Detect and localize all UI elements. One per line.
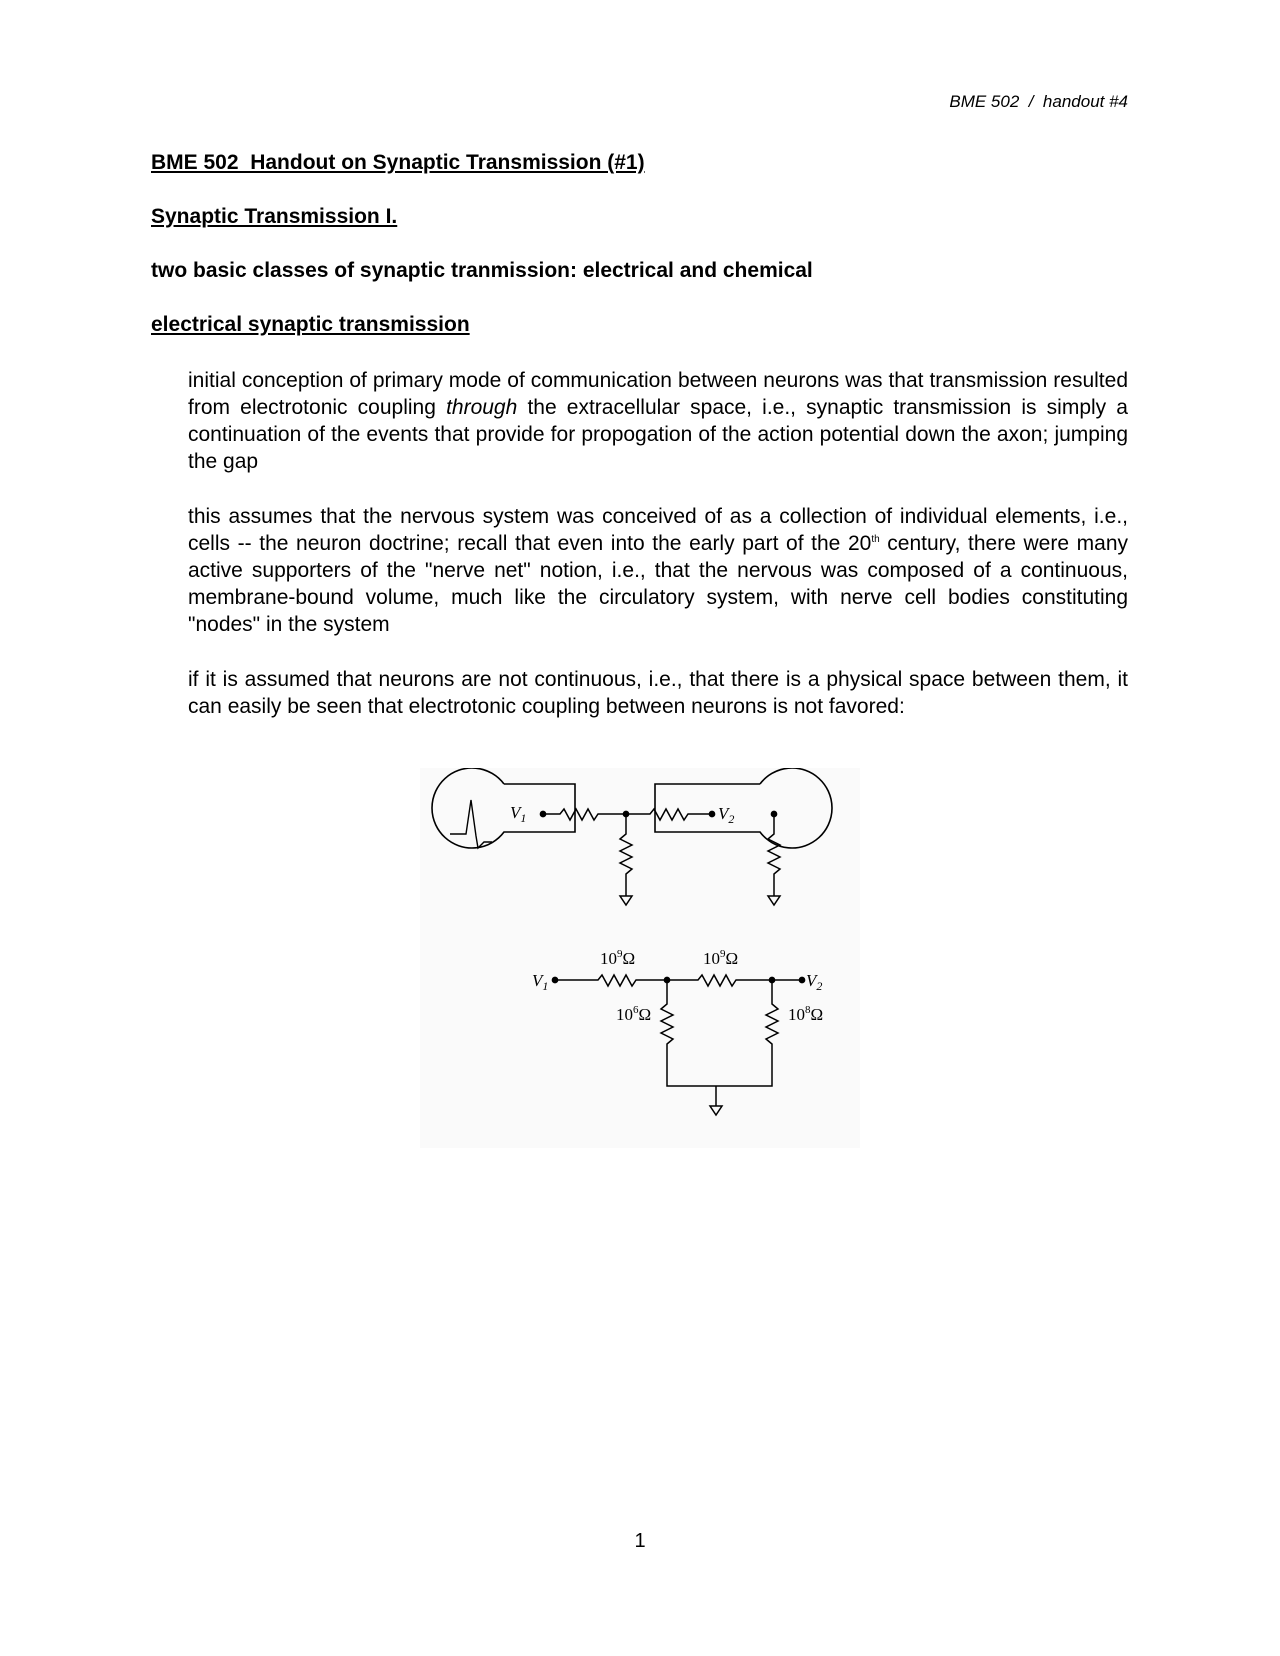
figure-background	[420, 768, 860, 1148]
section-heading: Synaptic Transmission I.	[151, 205, 398, 228]
document-title: BME 502 Handout on Synaptic Transmission (#1)	[151, 151, 645, 174]
top-v1-label: $V_1$	[510, 803, 527, 825]
classes-heading: two basic classes of synaptic tranmission: electrical and chemical	[151, 259, 813, 282]
paragraph-initial-conception	[188, 367, 1128, 475]
shunt-resistor-2-label: $10^8\Omega$	[788, 1004, 824, 1024]
paragraph-emphasis: through	[446, 396, 518, 419]
paragraph-text: the extracellular space, i.e., synaptic transmission is simply a continuation of the events that provide for propogation of the action potential down the axon; jumping the gap	[188, 396, 1128, 473]
shunt-resistor-1-label: $10^6\Omega$	[616, 1004, 652, 1024]
course-header-label: BME 502 / handout #4	[949, 92, 1128, 111]
bottom-v2-label: $V_2$	[806, 971, 823, 993]
paragraph-text: this assumes that the nervous system was conceived of as a collection of individual elements, i.e., cells -- the neuron doctrine; recall that even into the early part of the 20	[188, 505, 1128, 555]
series-resistor-2-label: $10^9\Omega$	[703, 948, 739, 968]
paragraph-electrotonic-coupling: if it is assumed that neurons are not continuous, i.e., that there is a physical space between them, it can easily be seen that electrotonic coupling between neurons is not favored:	[188, 668, 1128, 718]
series-resistor-1-label: $10^9\Omega$	[600, 948, 636, 968]
superscript-th: th	[871, 534, 880, 545]
electrotonic-coupling-circuit-figure	[420, 768, 860, 1148]
subsection-heading: electrical synaptic transmission	[151, 313, 470, 336]
paragraph-text: initial conception of primary mode of communication between neurons was that transmission resulted from electrotonic coupling	[188, 369, 1128, 419]
paragraph-text: century, there were many active supporters of the "nerve net" notion, i.e., that the nervous was composed of a continuous, membrane-bound volume, much like the circulatory system, with nerve cell bodies constituting "nodes" in the system	[188, 532, 1128, 636]
paragraph-neuron-doctrine	[188, 503, 1128, 638]
top-v2-label: $V_2$	[718, 804, 735, 826]
page-number: 1	[634, 1530, 646, 1552]
bottom-v1-label: $V_1$	[532, 971, 549, 993]
